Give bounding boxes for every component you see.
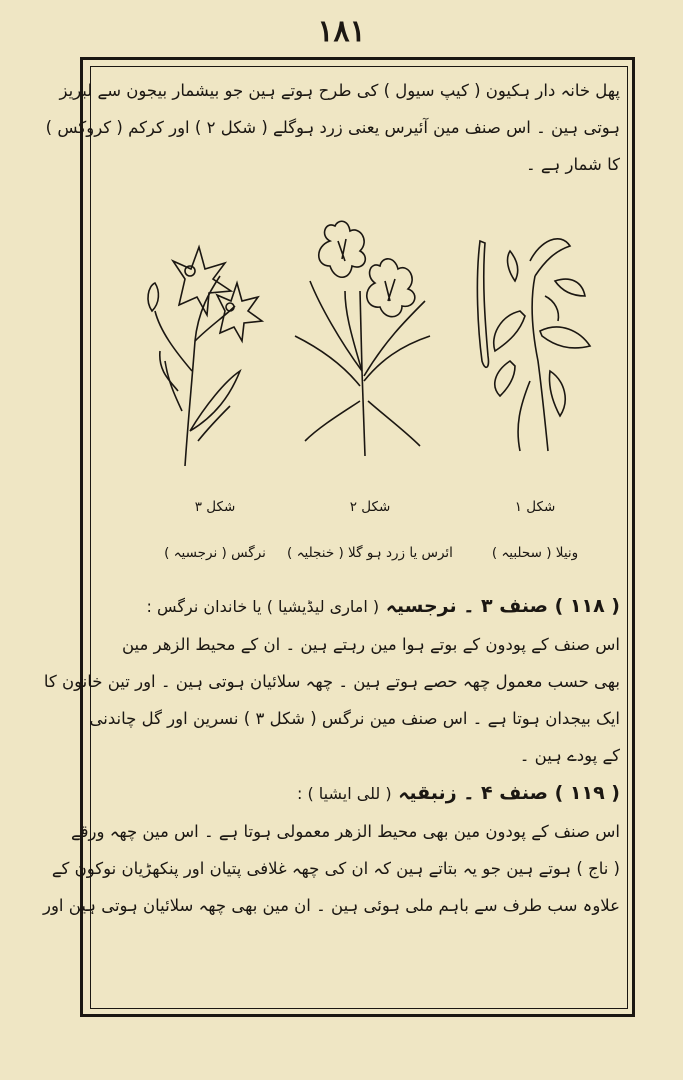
- section-119-subtitle: ( للی ایشیا ) :: [297, 784, 392, 803]
- section-119-title: ( ۱۱۹ ) صنف ۴ ۔ زنبقیہ: [398, 782, 620, 804]
- text-line: ہوتی ہین ۔ اس صنف مین آئیرس یعنی زرد ہوگلے ( شکل ۲ ) اور کرکم ( کروکس ): [45, 118, 620, 137]
- intro-paragraph: [45, 72, 620, 183]
- text-line: ( ناج ) ہوتے ہین جو یہ بتاتے ہین کہ ان کی چھہ غلافی پتیان اور پنکھڑیان نوکون کے: [51, 859, 620, 878]
- section-118-paragraph: [43, 626, 620, 774]
- page-content: [43, 72, 620, 1002]
- figure-captions: [100, 497, 620, 587]
- text-line: ایک بیجدان ہوتا ہے ۔ اس صنف مین نرگس ( شکل ۳ ) نسرین اور گل چاندنی: [89, 709, 620, 728]
- text-line: اس صنف کے پودون مین بھی محیط الزھر معمولی ہوتا ہے ۔ اس مین چھہ ورقے: [70, 822, 620, 841]
- figure-1-label: شکل ۱: [514, 499, 556, 515]
- section-119-paragraph: [43, 813, 620, 924]
- section-118-heading: [100, 587, 620, 626]
- figure-3-label: شکل ۳: [194, 499, 236, 515]
- figures-row: [100, 201, 620, 497]
- vanilla-illustration: [460, 221, 600, 461]
- figure-1-name: ونیلا ( سحلبیہ ): [491, 545, 579, 561]
- section-119-heading: [100, 774, 620, 813]
- narcissus-illustration: [130, 231, 260, 471]
- figure-2-name: ائرس یا زرد ہو گلا ( خنجلیہ ): [287, 545, 453, 561]
- figure-3-name: نرگس ( نرجسیہ ): [164, 545, 266, 561]
- iris-illustration: [290, 211, 440, 461]
- text-line: کے پودے ہین ۔: [519, 746, 620, 765]
- text-line: علاوہ سب طرف سے باہم ملی ہوئی ہین ۔ ان مین بھی چھہ سلائیان ہوتی ہین اور: [43, 896, 620, 915]
- figure-2-label: شکل ۲: [349, 499, 391, 515]
- page-number: ۱۸۱: [317, 14, 366, 49]
- text-line: کا شمار ہے ۔: [526, 155, 620, 174]
- section-118-title: ( ۱۱۸ ) صنف ۳ ۔ نرجسیہ: [385, 595, 620, 617]
- text-line: اس صنف کے پودون کے بوتے ہوا مین رہتے ہین ۔ ان کے محیط الزھر مین: [121, 635, 620, 654]
- text-line: بھی حسب معمول چھہ حصے ہوتے ہین ۔ چھہ سلائیان ہوتی ہین ۔ اور تین خانون کا: [43, 672, 620, 691]
- text-line: پھل خانہ دار ہکیون ( کیپ سیول ) کی طرح ہوتے ہین جو بیشمار بیجون سے لبریز: [59, 81, 620, 100]
- section-118-subtitle: ( اماری لیڈیشیا ) یا خاندان نرگس :: [146, 597, 380, 616]
